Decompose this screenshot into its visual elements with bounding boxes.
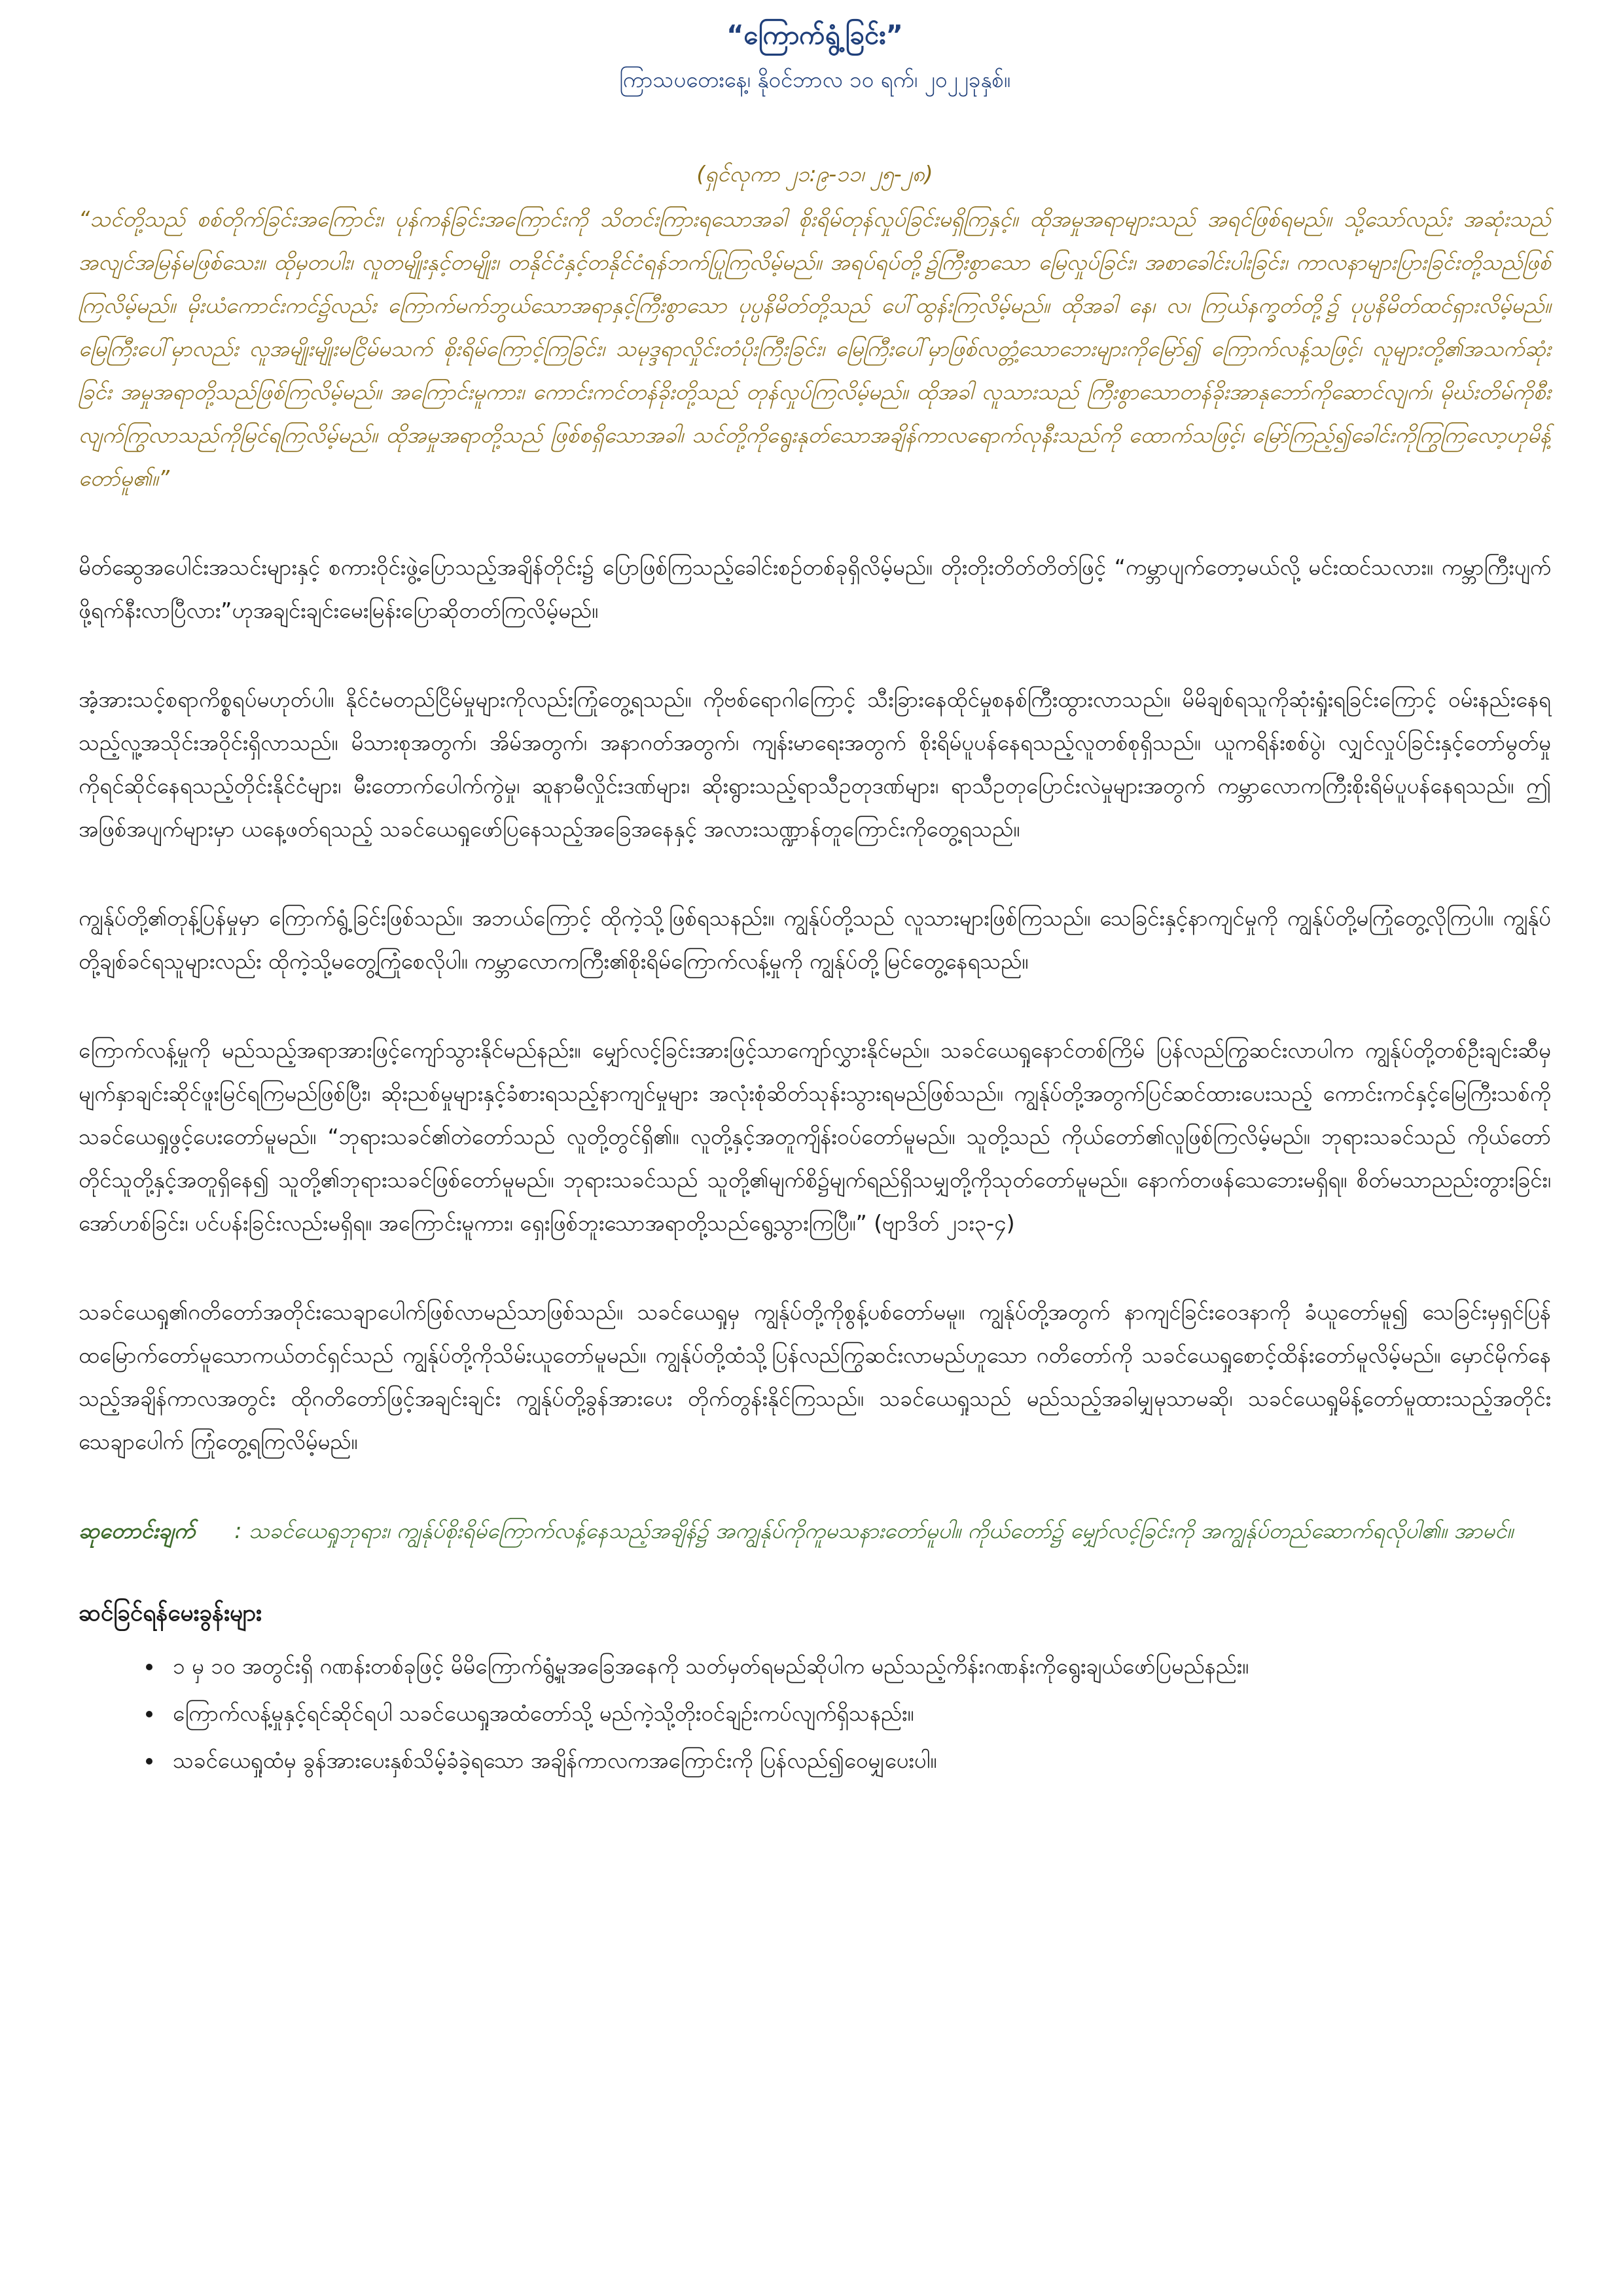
prayer-label: ဆုတောင်းချက် — [79, 1518, 196, 1543]
prayer-block — [79, 1509, 1551, 1552]
devotional-page — [79, 13, 1551, 1784]
body-paragraph-5: သခင်ယေရှု၏ဂတိတော်အတိုင်းသေချာပေါက်ဖြစ်လာမည်သာဖြစ်သည်။ သခင်ယေရှုမှ ကျွန်ုပ်တို့ကိုစွန့်ပစ်တော်မမူ။ ကျွန်ုပ်တို့အတွက် နာကျင်ခြင်းဝေဒနာကို ခံယူတော်မူ၍ သေခြင်းမှရှင်ပြန်ထမြောက်တော်မူသောကယ်တင်ရှင်သည် ကျွန်ုပ်တို့ကိုသိမ်းယူတော်မူမည်။ ကျွန်ုပ်တို့ထံသို့ပြန်လည်ကြွဆင်းလာမည်ဟူသော ဂတိတော်ကို သခင်ယေရှုစောင့်ထိန်းတော်မူလိမ့်မည်။ မှောင်မိုက်နေသည့်အချိန်ကာလအတွင်း ထိုဂတိတော်ဖြင့်အချင်းချင်း ကျွန်ုပ်တို့ခွန်အားပေး တိုက်တွန်းနိုင်ကြသည်။ သခင်ယေရှုသည် မည်သည့်အခါမျှမုသာမဆို၊ သခင်ယေရှုမိန့်တော်မူထားသည့်အတိုင်း သေချာပေါက် ကြုံတွေ့ရကြလိမ့်မည်။ — [79, 1299, 1551, 1454]
scripture-reference: (ရှင်လုကာ ၂၁:၉-၁၁၊ ၂၅-၂၈) — [696, 161, 933, 187]
question-item: • ၁ မှ ၁၀ အတွင်းရှိ ဂဏန်းတစ်ခုဖြင့် မိမိကြောက်ရွံ့မှုအခြေအနေကို သတ်မှတ်ရမည်ဆိုပါက မည်သည့်ကိန်းဂဏန်းကိုရွေးချယ်ဖော်ပြမည်နည်း။ — [164, 1643, 1551, 1690]
body-paragraph-4: ကြောက်လန့်မှုကို မည်သည့်အရာအားဖြင့်ကျော်သွားနိုင်မည်နည်း။ မျှော်လင့်ခြင်းအားဖြင့်သာကျော်လွှားနိုင်မည်။ သခင်ယေရှုနောင်တစ်ကြိမ် ပြန်လည်ကြွဆင်းလာပါက ကျွန်ုပ်တို့တစ်ဦးချင်းဆီမှ မျက်နှာချင်းဆိုင်ဖူးမြင်ရကြမည်ဖြစ်ပြီး၊ ဆိုးညစ်မှုများနှင့်ခံစားရသည့်နာကျင်မှုများ အလုံးစုံဆိတ်သုန်းသွားရမည်ဖြစ်သည်။ ကျွန်ုပ်တို့အတွက်ပြင်ဆင်ထားပေးသည့် ကောင်းကင်နှင့်မြေကြီးသစ်ကို သခင်ယေရှုဖွင့်ပေးတော်မူမည်။ “ဘုရားသခင်၏တဲတော်သည် လူတို့တွင်ရှိ၏။ လူတို့နှင့်အတူကျိန်းဝပ်တော်မူမည်။ သူတို့သည် ကိုယ်တော်၏လူဖြစ်ကြလိမ့်မည်။ ဘုရားသခင်သည် ကိုယ်တော်တိုင်သူတို့နှင့်အတူရှိနေ၍ သူတို့၏ဘုရားသခင်ဖြစ်တော်မူမည်။ ဘုရားသခင်သည် သူတို့၏မျက်စိ၌မျက်ရည်ရှိသမျှတို့ကိုသုတ်တော်မူမည်။ နောက်တဖန်သေဘေးမရှိရ။ စိတ်မသာညည်းတွားခြင်း၊ အော်ဟစ်ခြင်း၊ ပင်ပန်းခြင်းလည်းမရှိရ။ အကြောင်းမူကား၊ ရှေးဖြစ်ဘူးသောအရာတို့သည်ရွေ့သွားကြပြီ။” (ဗျာဒိတ် ၂၁း၃-၄) — [79, 1037, 1551, 1236]
question-item: • သခင်ယေရှုထံမှ ခွန်အားပေးနှစ်သိမ့်ခံခဲ့ရသော အချိန်ကာလကအကြောင်းကို ပြန်လည်၍ဝေမျှပေးပါ။ — [164, 1737, 1551, 1784]
prayer-text: : သခင်ယေရှုဘုရား၊ ကျွန်ုပ်စိုးရိမ်ကြောက်လန့်နေသည့်အချိန်၌ အကျွန်ုပ်ကိုကူမသနားတော်မူပါ။ ကိုယ်တော်၌ မျှော်လင့်ခြင်းကို အကျွန်ုပ်တည်ဆောက်ရလိုပါ၏။ အာမင်။ — [234, 1518, 1514, 1543]
scripture-text: “သင်တို့သည် စစ်တိုက်ခြင်းအကြောင်း၊ ပုန်ကန်ခြင်းအကြောင်းကို သိတင်းကြားရသောအခါ စိုးရိမ်တုန်လှုပ်ခြင်းမရှိကြနှင့်။ ထိုအမှုအရာများသည် အရင်ဖြစ်ရမည်။ သို့သော်လည်း အဆုံးသည် အလျင်အမြန်မဖြစ်သေး။ ထိုမှတပါး၊ လူတမျိုးနှင့်တမျိုး၊ တနိုင်ငံနှင့်တနိုင်ငံရန်ဘက်ပြုကြလိမ့်မည်။ အရပ်ရပ်တို့၌ကြီးစွာသော မြေလှုပ်ခြင်း၊ အစာခေါင်းပါးခြင်း၊ ကာလနာများပြားခြင်းတို့သည်ဖြစ်ကြလိမ့်မည်။ မိုးယံကောင်းကင်၌လည်း ကြောက်မက်ဘွယ်သောအရာနှင့်ကြီးစွာသော ပုပ္ပနိမိတ်တို့သည် ပေါ်ထွန်းကြလိမ့်မည်။ ထိုအခါ နေ၊ လ၊ ကြယ်နက္ခတ်တို့၌ ပုပ္ပနိမိတ်ထင်ရှားလိမ့်မည်။ မြေကြီးပေါ်မှာလည်း လူအမျိုးမျိုးမငြိမ်မသက် စိုးရိမ်ကြောင့်ကြခြင်း၊ သမုဒ္ဒရာလှိုင်းတံပိုးကြီးခြင်း၊ မြေကြီးပေါ်မှာဖြစ်လတ္တံ့သောဘေးများကိုမြော်၍ ကြောက်လန့်သဖြင့်၊ လူများတို့၏အသက်ဆုံးခြင်း အမှုအရာတို့သည်ဖြစ်ကြလိမ့်မည်။ အကြောင်းမူကား၊ ကောင်းကင်တန်ခိုးတို့သည် တုန်လှုပ်ကြလိမ့်မည်။ ထိုအခါ လူသားသည် ကြီးစွာသောတန်ခိုးအာနုဘော်ကိုဆောင်လျက်၊ မိုဃ်းတိမ်ကိုစီးလျက်ကြွလာသည်ကိုမြင်ရကြလိမ့်မည်။ ထိုအမှုအရာတို့သည် ဖြစ်စရှိသောအခါ၊ သင်တို့ကိုရွေးနုတ်သောအချိန်ကာလရောက်လုနီးသည်ကို ထောက်သဖြင့်၊ မြော်ကြည့်၍ခေါင်းကိုကြွကြလော့ဟုမိန့်တော်မူ၏။” — [79, 206, 1551, 491]
body-paragraph-3: ကျွန်ုပ်တို့၏တုန့်ပြန်မှုမှာ ကြောက်ရွံ့ခြင်းဖြစ်သည်။ အဘယ်ကြောင့် ထိုကဲ့သို့ဖြစ်ရသနည်း။ ကျွန်ုပ်တို့သည် လူသားများဖြစ်ကြသည်။ သေခြင်းနှင့်နာကျင်မှုကို ကျွန်ုပ်တို့မကြုံတွေ့လိုကြပါ။ ကျွန်ုပ်တို့ချစ်ခင်ရသူများလည်း ထိုကဲ့သို့မတွေ့ကြုံစေလိုပါ။ ကမ္ဘာလောကကြီး၏စိုးရိမ်ကြောက်လန့်မှုကို ကျွန်ုပ်တို့မြင်တွေ့နေရသည်။ — [79, 905, 1551, 974]
body-paragraph-1: မိတ်ဆွေအပေါင်းအသင်းများနှင့် စကားဝိုင်းဖွဲ့ပြောသည့်အချိန်တိုင်း၌ ပြောဖြစ်ကြသည့်ခေါင်းစဉ်တစ်ခုရှိလိမ့်မည်။ တိုးတိုးတိတ်တိတ်ဖြင့် “ကမ္ဘာပျက်တော့မယ်လို့ မင်းထင်သလား။ ကမ္ဘာကြီးပျက်ဖို့ရက်နီးလာပြီလား”ဟုအချင်းချင်းမေးမြန်းပြောဆိုတတ်ကြလိမ့်မည်။ — [79, 554, 1551, 623]
body-paragraph-2: အံ့အားသင့်စရာကိစ္စရပ်မဟုတ်ပါ။ နိုင်ငံမတည်ငြိမ်မှုများကိုလည်းကြုံတွေ့ရသည်။ ကိုဗစ်ရောဂါကြောင့် သီးခြားနေထိုင်မှုစနစ်ကြီးထွားလာသည်။ မိမိချစ်ရသူကိုဆုံးရှုံးရခြင်းကြောင့် ဝမ်းနည်းနေရသည့်လူ့အသိုင်းအဝိုင်းရှိလာသည်။ မိသားစုအတွက်၊ အိမ်အတွက်၊ အနာဂတ်အတွက်၊ ကျန်းမာရေးအတွက် စိုးရိမ်ပူပန်နေရသည့်လူတစ်စုရှိသည်။ ယူကရိန်းစစ်ပွဲ၊ လျှင်လှုပ်ခြင်းနှင့်တော်မွတ်မှုကိုရင်ဆိုင်နေရသည့်တိုင်းနိုင်ငံများ၊ မီးတောက်ပေါက်ကွဲမှု၊ ဆူနာမီလှိုင်းဒဏ်များ၊ ဆိုးရွားသည့်ရာသီဥတုဒဏ်များ၊ ရာသီဥတုပြောင်းလဲမှုများအတွက် ကမ္ဘာလောကကြီးစိုးရိမ်ပူပန်နေရသည်။ ဤအဖြစ်အပျက်များမှာ ယနေ့ဖတ်ရသည့် သခင်ယေရှုဖော်ပြနေသည့်အခြေအနေနှင့် အလားသဏ္ဍာန်တူကြောင်းကိုတွေ့ရသည်။ — [79, 687, 1551, 842]
question-item: • ကြောက်လန့်မှုနှင့်ရင်ဆိုင်ရပါ သခင်ယေရှုအထံတော်သို့ မည်ကဲ့သို့တိုးဝင်ချဉ်းကပ်လျက်ရှိသနည်း။ — [164, 1690, 1551, 1737]
questions-list — [79, 1643, 1551, 1784]
page-title: “ကြောက်ရွံ့ခြင်း” — [726, 20, 903, 50]
page-date: ကြာသပတေးနေ့၊ နိုဝင်ဘာလ ၁၀ ရက်၊ ၂၀၂၂ခုနှစ်။ — [619, 67, 1010, 92]
questions-heading: ဆင်ခြင်ရန်မေးခွန်းများ — [79, 1600, 262, 1626]
